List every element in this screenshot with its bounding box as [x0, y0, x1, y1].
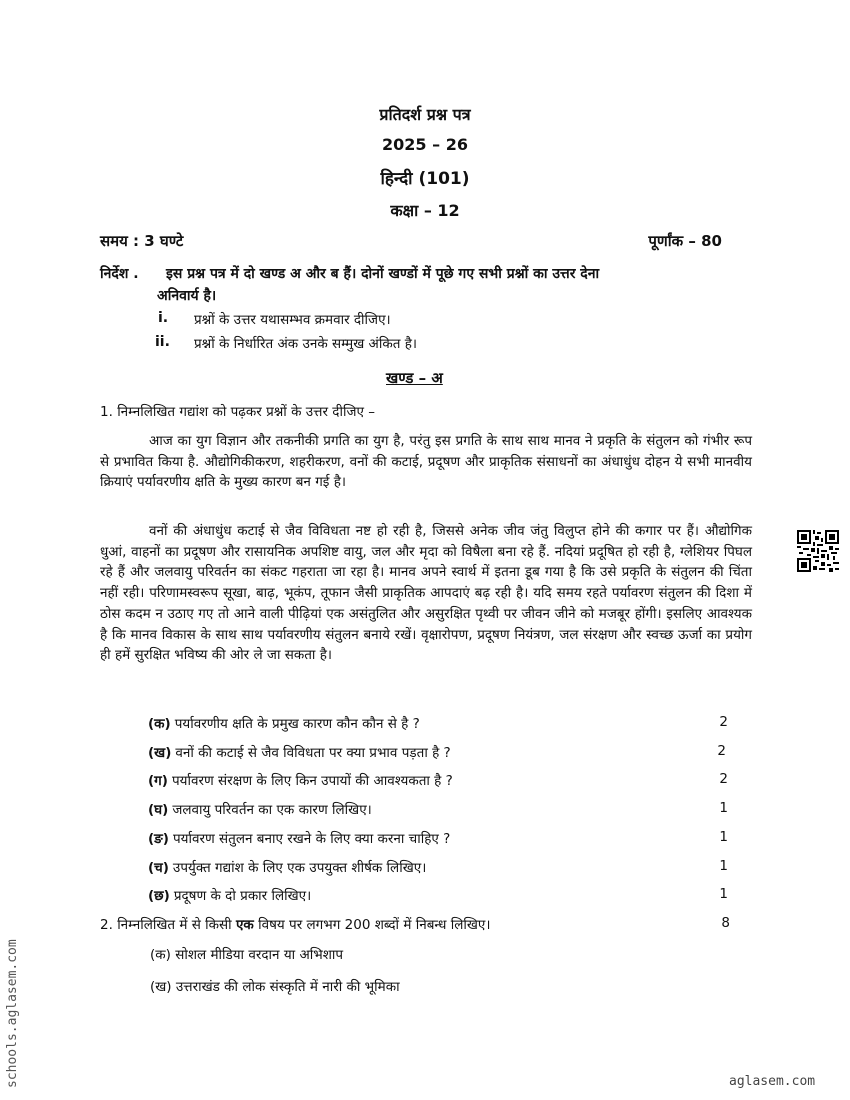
instruction-text: प्रश्नों के उत्तर यथासम्भव क्रमवार दीजिए। — [194, 312, 391, 328]
subquestion-label: (ख) — [148, 745, 172, 761]
subquestion-marks: 2 — [719, 714, 728, 730]
instruction-num: i. — [158, 310, 169, 326]
subquestion-marks: 2 — [719, 771, 728, 787]
section-a-heading: खण्ड – अ — [386, 369, 443, 387]
instructions-line1: इस प्रश्न पत्र में दो खण्ड अ और ब हैं। दोनों खण्डों में पूछे गए सभी प्रश्नों का उत्तर देना — [166, 266, 600, 282]
subquestion — [148, 858, 738, 878]
passage-paragraph-1: आज का युग विज्ञान और तकनीकी प्रगति का युग है, परंतु इस प्रगति के साथ साथ मानव ने प्रकृति के संतुलन को गंभीर रूप से प्रभावित किया है. औद्योगिकीकरण, शहरीकरण, वनों की कटाई, प्रदूषण और प्राकृतिक संसाधनों का अंधाधुंध दोहन ये सभी मानवीय क्रियाएं पर्यावरणीय क्षति के मुख्य कारण बन गई है। — [100, 433, 752, 491]
question-prompt-end: विषय पर लगभग 200 शब्दों में निबन्ध लिखिए। — [258, 917, 491, 933]
subquestion — [148, 771, 738, 791]
subquestion-label: (घ) — [148, 802, 169, 818]
subquestion-text: पर्यावरण संरक्षण के लिए किन उपायों की आवश्यकता है ? — [171, 773, 453, 789]
instructions-label: निर्देश . — [100, 266, 139, 282]
question-prompt-start: निम्नलिखित में से किसी — [117, 917, 232, 933]
subquestion-label: (ङ) — [148, 831, 169, 847]
subquestion-marks: 2 — [717, 743, 726, 759]
subquestion-text: उपर्युक्त गद्यांश के लिए एक उपयुक्त शीर्षक लिखिए। — [172, 860, 427, 876]
question-marks: 8 — [721, 915, 730, 931]
subquestion-text: प्रदूषण के दो प्रकार लिखिए। — [173, 888, 312, 904]
academic-year: 2025 – 26 — [382, 135, 468, 154]
paper-title: प्रतिदर्श प्रश्न पत्र — [379, 105, 471, 124]
question-1 — [100, 402, 375, 420]
subquestion — [148, 829, 738, 849]
subquestion-text: वनों की कटाई से जैव विविधता पर क्या प्रभाव पड़ता है ? — [175, 745, 451, 761]
subquestion-text: पर्यावरण संतुलन बनाए रखने के लिए क्या करना चाहिए ? — [172, 831, 451, 847]
question-2 — [100, 915, 730, 933]
question-number: 1. — [100, 404, 113, 420]
time-allowed: समय : 3 घण्टे — [100, 232, 184, 250]
subquestion-marks: 1 — [719, 829, 728, 845]
question-prompt-emphasis: एक — [235, 917, 254, 933]
subquestion — [148, 743, 738, 763]
subquestion-label: (छ) — [148, 888, 170, 904]
subquestion-marks: 1 — [719, 858, 728, 874]
essay-option: (ख) उत्तराखंड की लोक संस्कृति में नारी की भूमिका — [150, 979, 400, 995]
qr-code-icon — [797, 530, 839, 572]
side-watermark: schools.aglasem.com — [5, 939, 20, 1088]
instructions-line2: अनिवार्य है। — [157, 288, 217, 304]
subquestion — [148, 886, 738, 906]
subquestion-text: पर्यावरणीय क्षति के प्रमुख कारण कौन कौन से है ? — [174, 716, 420, 732]
subquestion-marks: 1 — [719, 886, 728, 902]
question-prompt: निम्नलिखित गद्यांश को पढ़कर प्रश्नों के उत्तर दीजिए – — [117, 404, 375, 420]
passage-paragraph-2: वनों की अंधाधुंध कटाई से जैव विविधता नष्ट हो रही है, जिससे अनेक जीव जंतु विलुप्त होने की कगार पर हैं। औद्योगिक धुआं, वाहनों का प्रदूषण और रासायनिक अपशिष्ट वायु, जल और मृदा को विषैला बना रहे हैं. नदियां प्रदूषित हो रही है, ग्लेशियर पिघल रहे हैं और जलवायु परिवर्तन का संकट गहराता जा रहा है। मानव अपने स्वार्थ में इतना डूब गया है कि उसे प्रकृति के संतुलन की चिंता नहीं रही। परिणामस्वरूप सूखा, बाढ़, भूकंप, तूफान जैसी प्राकृतिक आपदाएं बढ़ रही है। यदि समय रहते पर्यावरण संतुलन की दिशा में ठोस कदम न उठाए गए तो आने वाली पीढ़ियां एक असंतुलित और असुरक्षित पृथ्वी पर जीवन जीने को मजबूर होंगी। इसलिए आवश्यक है कि मानव विकास के साथ साथ पर्यावरणीय संतुलन बनाये रखें। वृक्षारोपण, प्रदूषण नियंत्रण, जल संरक्षण और स्वच्छ ऊर्जा का प्रयोग ही हमें सुरक्षित भविष्य की ओर ले जा सकता है। — [100, 523, 752, 664]
essay-option: (क) सोशल मीडिया वरदान या अभिशाप — [150, 947, 344, 963]
subquestion-label: (च) — [148, 860, 169, 876]
subquestion-label: (क) — [148, 716, 171, 732]
max-marks: पूर्णांक – 80 — [648, 232, 722, 250]
subquestion — [148, 800, 738, 820]
subquestion-label: (ग) — [148, 773, 168, 789]
instruction-text: प्रश्नों के निर्धारित अंक उनके सम्मुख अंकित है। — [194, 336, 418, 352]
subject-name: हिन्दी (101) — [380, 169, 470, 189]
footer-watermark: aglasem.com — [729, 1074, 816, 1089]
class-label: कक्षा – 12 — [390, 201, 460, 220]
instruction-num: ii. — [155, 334, 170, 350]
subquestion-text: जलवायु परिवर्तन का एक कारण लिखिए। — [172, 802, 372, 818]
question-number: 2. — [100, 917, 113, 933]
subquestion — [148, 714, 738, 734]
subquestion-marks: 1 — [719, 800, 728, 816]
